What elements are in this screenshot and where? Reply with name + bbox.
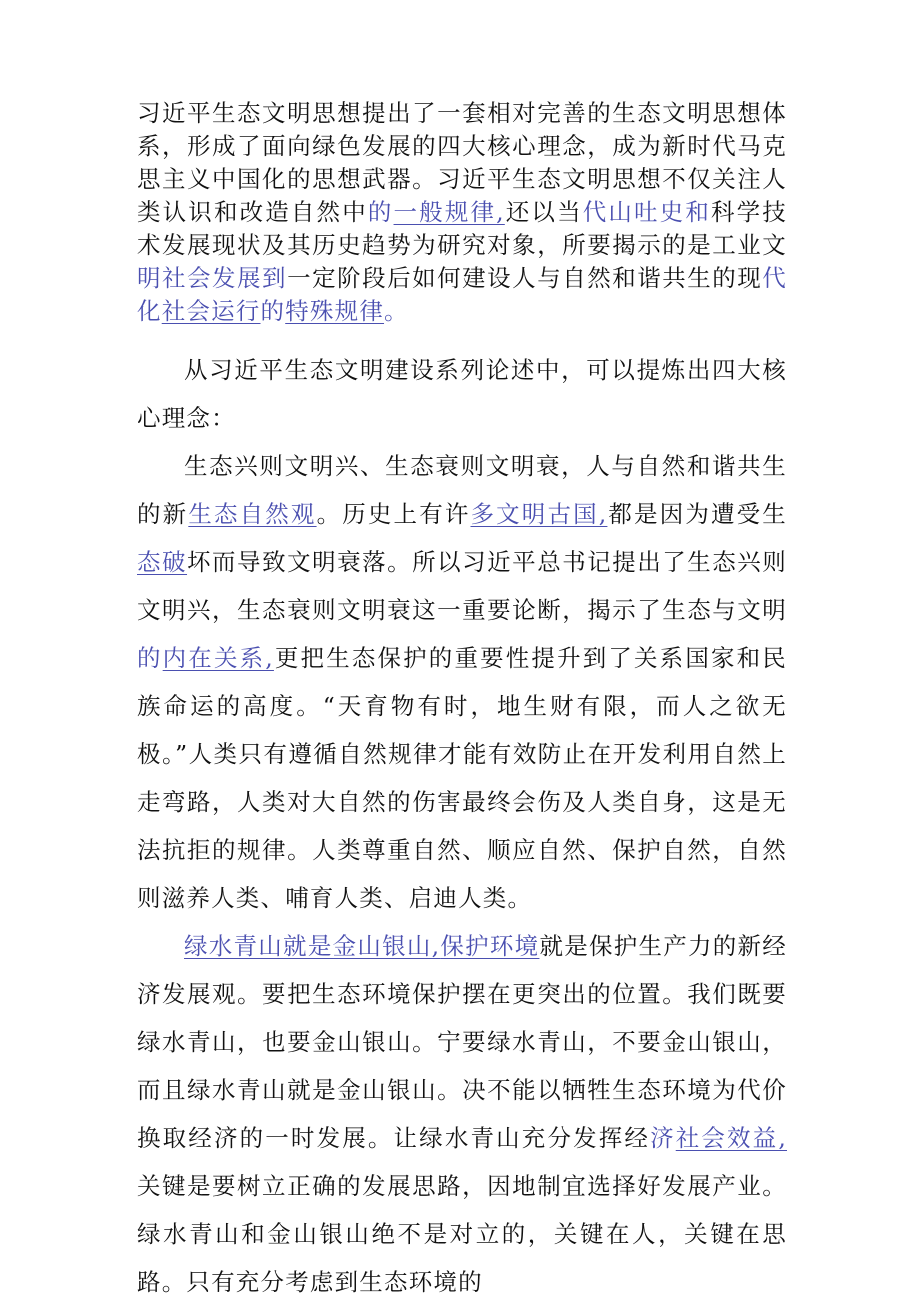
text-segment: 。历史上有许	[316, 500, 471, 528]
paragraph-core-concepts-heading	[137, 346, 787, 442]
text-segment: 还以当	[504, 198, 583, 226]
text-segment: 从习近平生态文明建设系列论述中，可以提炼出四大核心理念：	[137, 356, 787, 432]
highlighted-text-segment: 一般规律,	[393, 198, 505, 226]
text-segment: 习近平生态文明思想提出了一套相对完善的生态文明思想体系，形成了面向绿色发展的四大核心理念，成为新时代马克思主义中国化的思想武器。习近平生态文明思想不仅关注人类认识和改造自然中	[137, 99, 787, 226]
highlighted-text-segment: 特殊规律	[285, 297, 385, 325]
text-segment: 坏而导致文明衰落。所以习近平总书记提出了生态兴则文明兴，生态衰则文明衰这一重要论断，揭示了生态与文明	[137, 548, 787, 624]
paragraph-intro	[137, 97, 787, 328]
paragraph-ecology-civilization	[137, 442, 787, 922]
text-segment: 科学技术发展现状及其历史趋势为研究对象，所要揭示的是工业文	[137, 198, 787, 259]
highlighted-text-segment: 绿水青山就是金山银山,	[184, 932, 441, 960]
highlighted-text-segment: 的	[137, 644, 163, 672]
highlighted-text-segment: 代化	[137, 264, 787, 325]
text-segment: 更把生态保护的重要性提升到了关系国家和民族命运的高度。“天育物有时，地生财有限，而人之欲无极。”人类只有遵循自然规律才能有效防止在开发利用自然上走弯路，人类对大自然的伤害最终会伤及人类自身，这是无法抗拒的规律。人类尊重自然、顺应自然、保护自然，自然则滋养人类、哺育人类、启迪人类。	[137, 644, 787, 912]
highlighted-text-segment: 济	[650, 1124, 676, 1152]
highlighted-text-segment: 多文明古国,	[470, 500, 608, 528]
text-segment: 生态兴则文明兴、生态衰则文明衰，人与自然和谐共生的新	[137, 452, 787, 528]
text-segment: 一定阶段后如何建设人与自然和谐共生的现	[287, 264, 763, 292]
highlighted-text-segment: 明社会发展到	[137, 264, 288, 292]
highlighted-text-segment: 保护环境	[440, 932, 540, 960]
highlighted-text-segment: 。	[384, 297, 409, 325]
text-segment: 就是保护生产力的新经济发展观。要把生态环境保护摆在更突出的位置。我们既要绿水青山，也要金山银山。宁要绿水青山，不要金山银山，而且绿水青山就是金山银山。决不能以牺牲生态环境为代价换取经济的一时发展。让绿水青山充分发挥经	[137, 932, 788, 1152]
highlighted-text-segment: 社会效益,	[675, 1124, 787, 1152]
highlighted-text-segment: 内在关系,	[162, 644, 274, 672]
text-segment: 都是因为遭受生	[607, 500, 788, 528]
text-segment: 关键是要树立正确的发展思路，因地制宜选择好发展产业。绿水青山和金山银山绝不是对立的，关键在人，关键在思路。只有充分考虑到生态环境的	[137, 1172, 787, 1296]
highlighted-text-segment: 的	[260, 297, 286, 325]
document-page	[137, 97, 787, 1306]
highlighted-text-segment: 社会运行	[161, 297, 261, 325]
highlighted-text-segment: 生态自然观	[188, 500, 317, 528]
highlighted-text-segment: 态破	[137, 548, 188, 576]
paragraph-green-mountains	[137, 922, 787, 1306]
highlighted-text-segment: 的	[367, 198, 394, 226]
highlighted-text-segment: 代山吐史和	[582, 198, 711, 226]
